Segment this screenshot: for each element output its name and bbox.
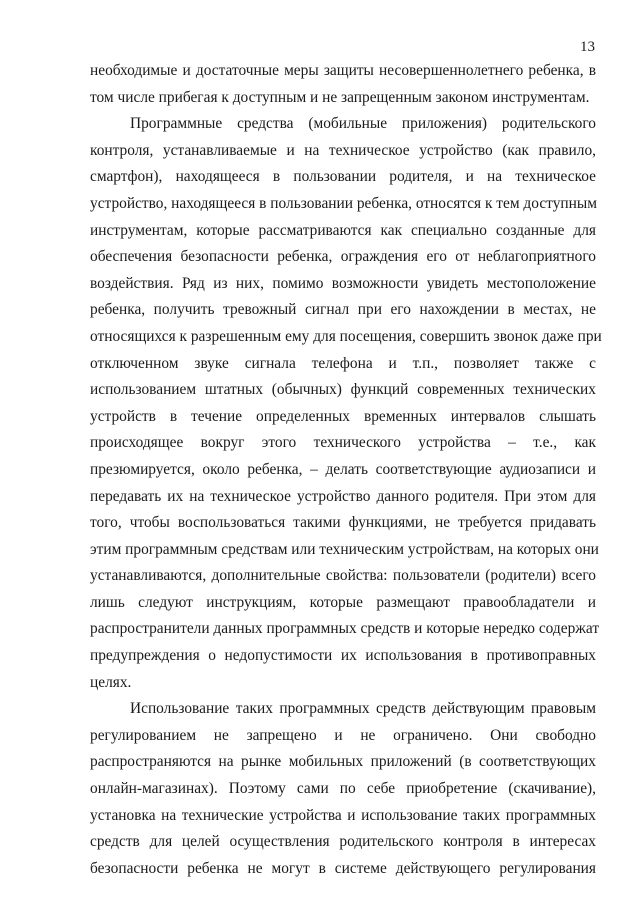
text-line: контроля, устанавливаемые и на техническое устройство (как правило, — [90, 141, 596, 159]
text-line: устройств в течение определенных временных интервалов слышать — [90, 407, 596, 425]
text-line: происходящее вокруг этого технического устройства – т.е., как — [90, 434, 596, 452]
text-line: использованием штатных (обычных) функций современных технических — [90, 381, 596, 399]
paragraph-1 — [90, 58, 596, 111]
text-line: предупреждения о недопустимости их использования в противоправных — [90, 647, 596, 665]
text-line: регулированием не запрещено и не ограничено. Они свободно — [90, 726, 596, 744]
text-line: отключенном звуке сигнала телефона и т.п., позволяет также с — [90, 354, 596, 372]
text-line: Использование таких программных средств действующим правовым — [130, 700, 596, 718]
text-line: воздействия. Ряд из них, помимо возможности увидеть местоположение — [90, 274, 596, 292]
text-line: установка на технические устройства и использование таких программных — [90, 806, 596, 824]
text-line: презюмируется, около ребенка, – делать соответствующие аудиозаписи и — [90, 460, 596, 478]
text-line: устройство, находящееся в пользовании ребенка, относятся к тем доступным — [90, 194, 597, 212]
document-body — [90, 58, 602, 882]
text-line: Программные средства (мобильные приложения) родительского — [130, 115, 596, 133]
text-line: этим программным средствам или техническим устройствам, на которых они — [90, 540, 599, 558]
text-line: необходимые и достаточные меры защиты несовершеннолетнего ребенка, в — [90, 62, 596, 79]
text-line: целях. — [90, 673, 132, 691]
text-line: смартфон), находящееся в пользовании родителя, и на техническое — [90, 168, 596, 186]
text-line: онлайн-магазинах). Поэтому сами по себе приобретение (скачивание), — [90, 780, 596, 798]
text-line: распространители данных программных средств и которые нередко содержат — [90, 620, 600, 638]
text-line: ребенка, получить тревожный сигнал при его нахождении в местах, не — [90, 301, 596, 319]
text-line: относящихся к разрешенным ему для посещения, совершить звонок даже при — [90, 327, 602, 345]
text-line: том числе прибегая к доступным и не запрещенным законом инструментам. — [90, 88, 590, 106]
text-line: инструментам, которые рассматриваются как специально созданные для — [90, 221, 596, 239]
text-line: безопасности ребенка не могут в системе действующего регулирования — [90, 859, 596, 877]
page-number: 13 — [580, 39, 595, 55]
text-line: распространяются на рынке мобильных приложений (в соответствующих — [90, 753, 596, 771]
paragraph-3 — [90, 696, 596, 882]
paragraph-2 — [90, 111, 602, 696]
text-line: передавать их на техническое устройство данного родителя. При этом для — [90, 487, 596, 505]
text-line: обеспечения безопасности ребенка, ограждения его от неблагоприятного — [90, 248, 596, 266]
text-line: средств для целей осуществления родительского контроля в интересах — [90, 833, 596, 851]
text-line: устанавливаются, дополнительные свойства: пользователи (родители) всего — [90, 567, 596, 585]
text-line: лишь следуют инструкциям, которые размещают правообладатели и — [90, 593, 596, 611]
text-line: того, чтобы воспользоваться такими функциями, не требуется придавать — [90, 514, 596, 532]
